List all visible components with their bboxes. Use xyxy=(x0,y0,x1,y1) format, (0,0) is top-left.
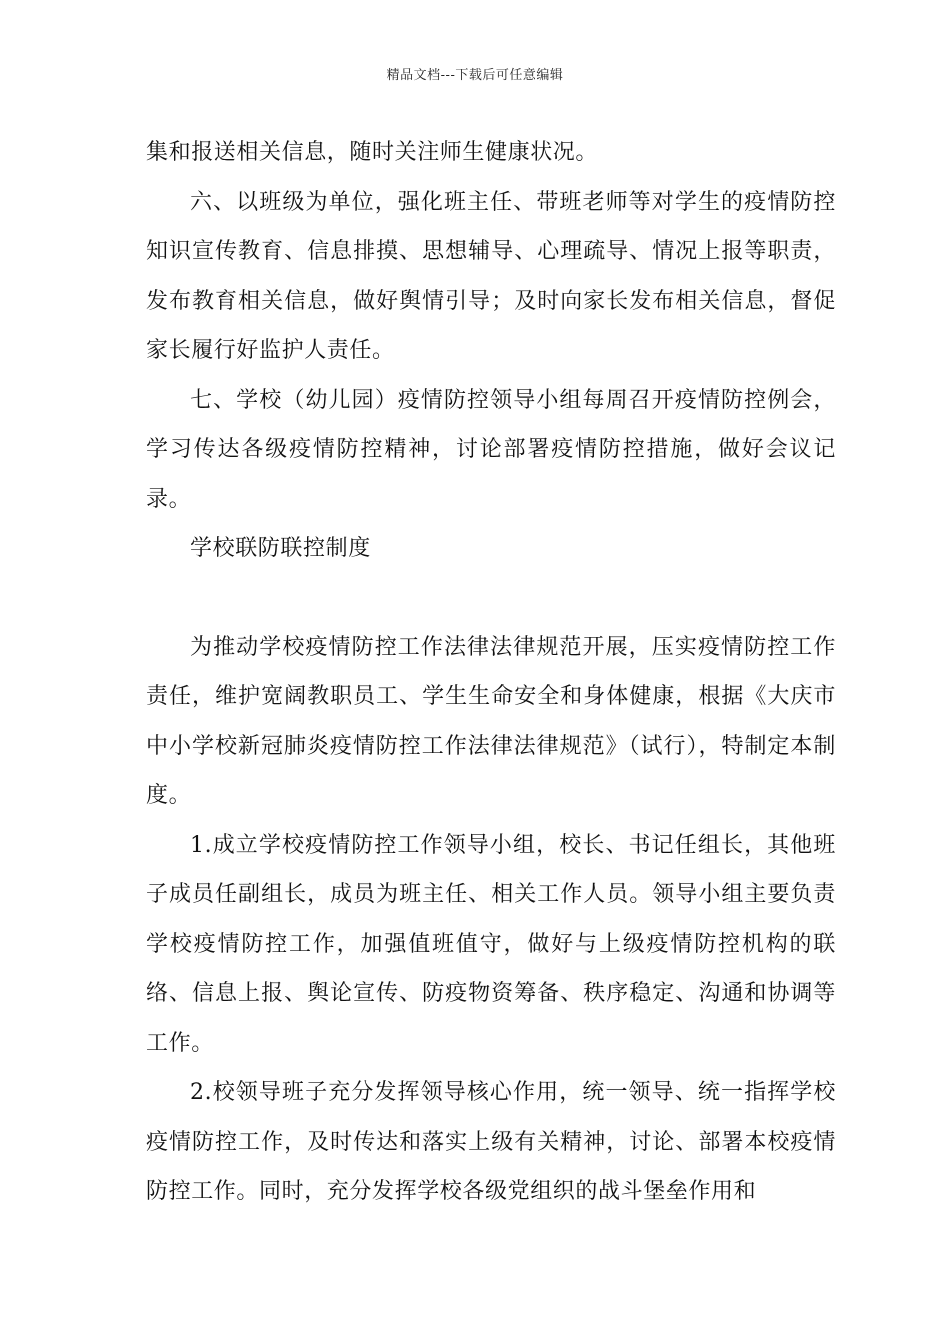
paragraph-item-1: 1.成立学校疫情防控工作领导小组，校长、书记任组长，其他班子成员任副组长，成员为班主任、相关工作人员。领导小组主要负责学校疫情防控工作，加强值班值守，做好与上级疫情防控机构的联络、信息上报、舆论宣传、防疫物资筹备、秩序稳定、沟通和协调等工作。 xyxy=(146,832,836,1056)
paragraph-continuation: 集和报送相关信息，随时关注师生健康状况。 xyxy=(146,140,599,165)
paragraph-intro: 为推动学校疫情防控工作法律法律规范开展，压实疫情防控工作责任，维护宽阔教职员工、学生生命安全和身体健康，根据《大庆市中小学校新冠肺炎疫情防控工作法律法律规范》（试行），特制定本制度。 xyxy=(146,634,836,808)
page-header: 精品文档---下载后可任意编辑 xyxy=(386,68,564,83)
paragraph-item-2: 2.校领导班子充分发挥领导核心作用，统一领导、统一指挥学校疫情防控工作，及时传达和落实上级有关精神，讨论、部署本校疫情防控工作。同时，充分发挥学校各级党组织的战斗堡垒作用和 xyxy=(146,1080,836,1204)
paragraph-item-six: 六、以班级为单位，强化班主任、带班老师等对学生的疫情防控知识宣传教育、信息排摸、思想辅导、心理疏导、情况上报等职责，发布教育相关信息，做好舆情引导；及时向家长发布相关信息，督促家长履行好监护人责任。 xyxy=(146,189,836,363)
document-body xyxy=(146,128,836,1217)
section-title: 学校联防联控制度 xyxy=(190,536,371,561)
paragraph-item-seven: 七、学校（幼儿园）疫情防控领导小组每周召开疫情防控例会，学习传达各级疫情防控精神，讨论部署疫情防控措施，做好会议记录。 xyxy=(146,387,836,512)
